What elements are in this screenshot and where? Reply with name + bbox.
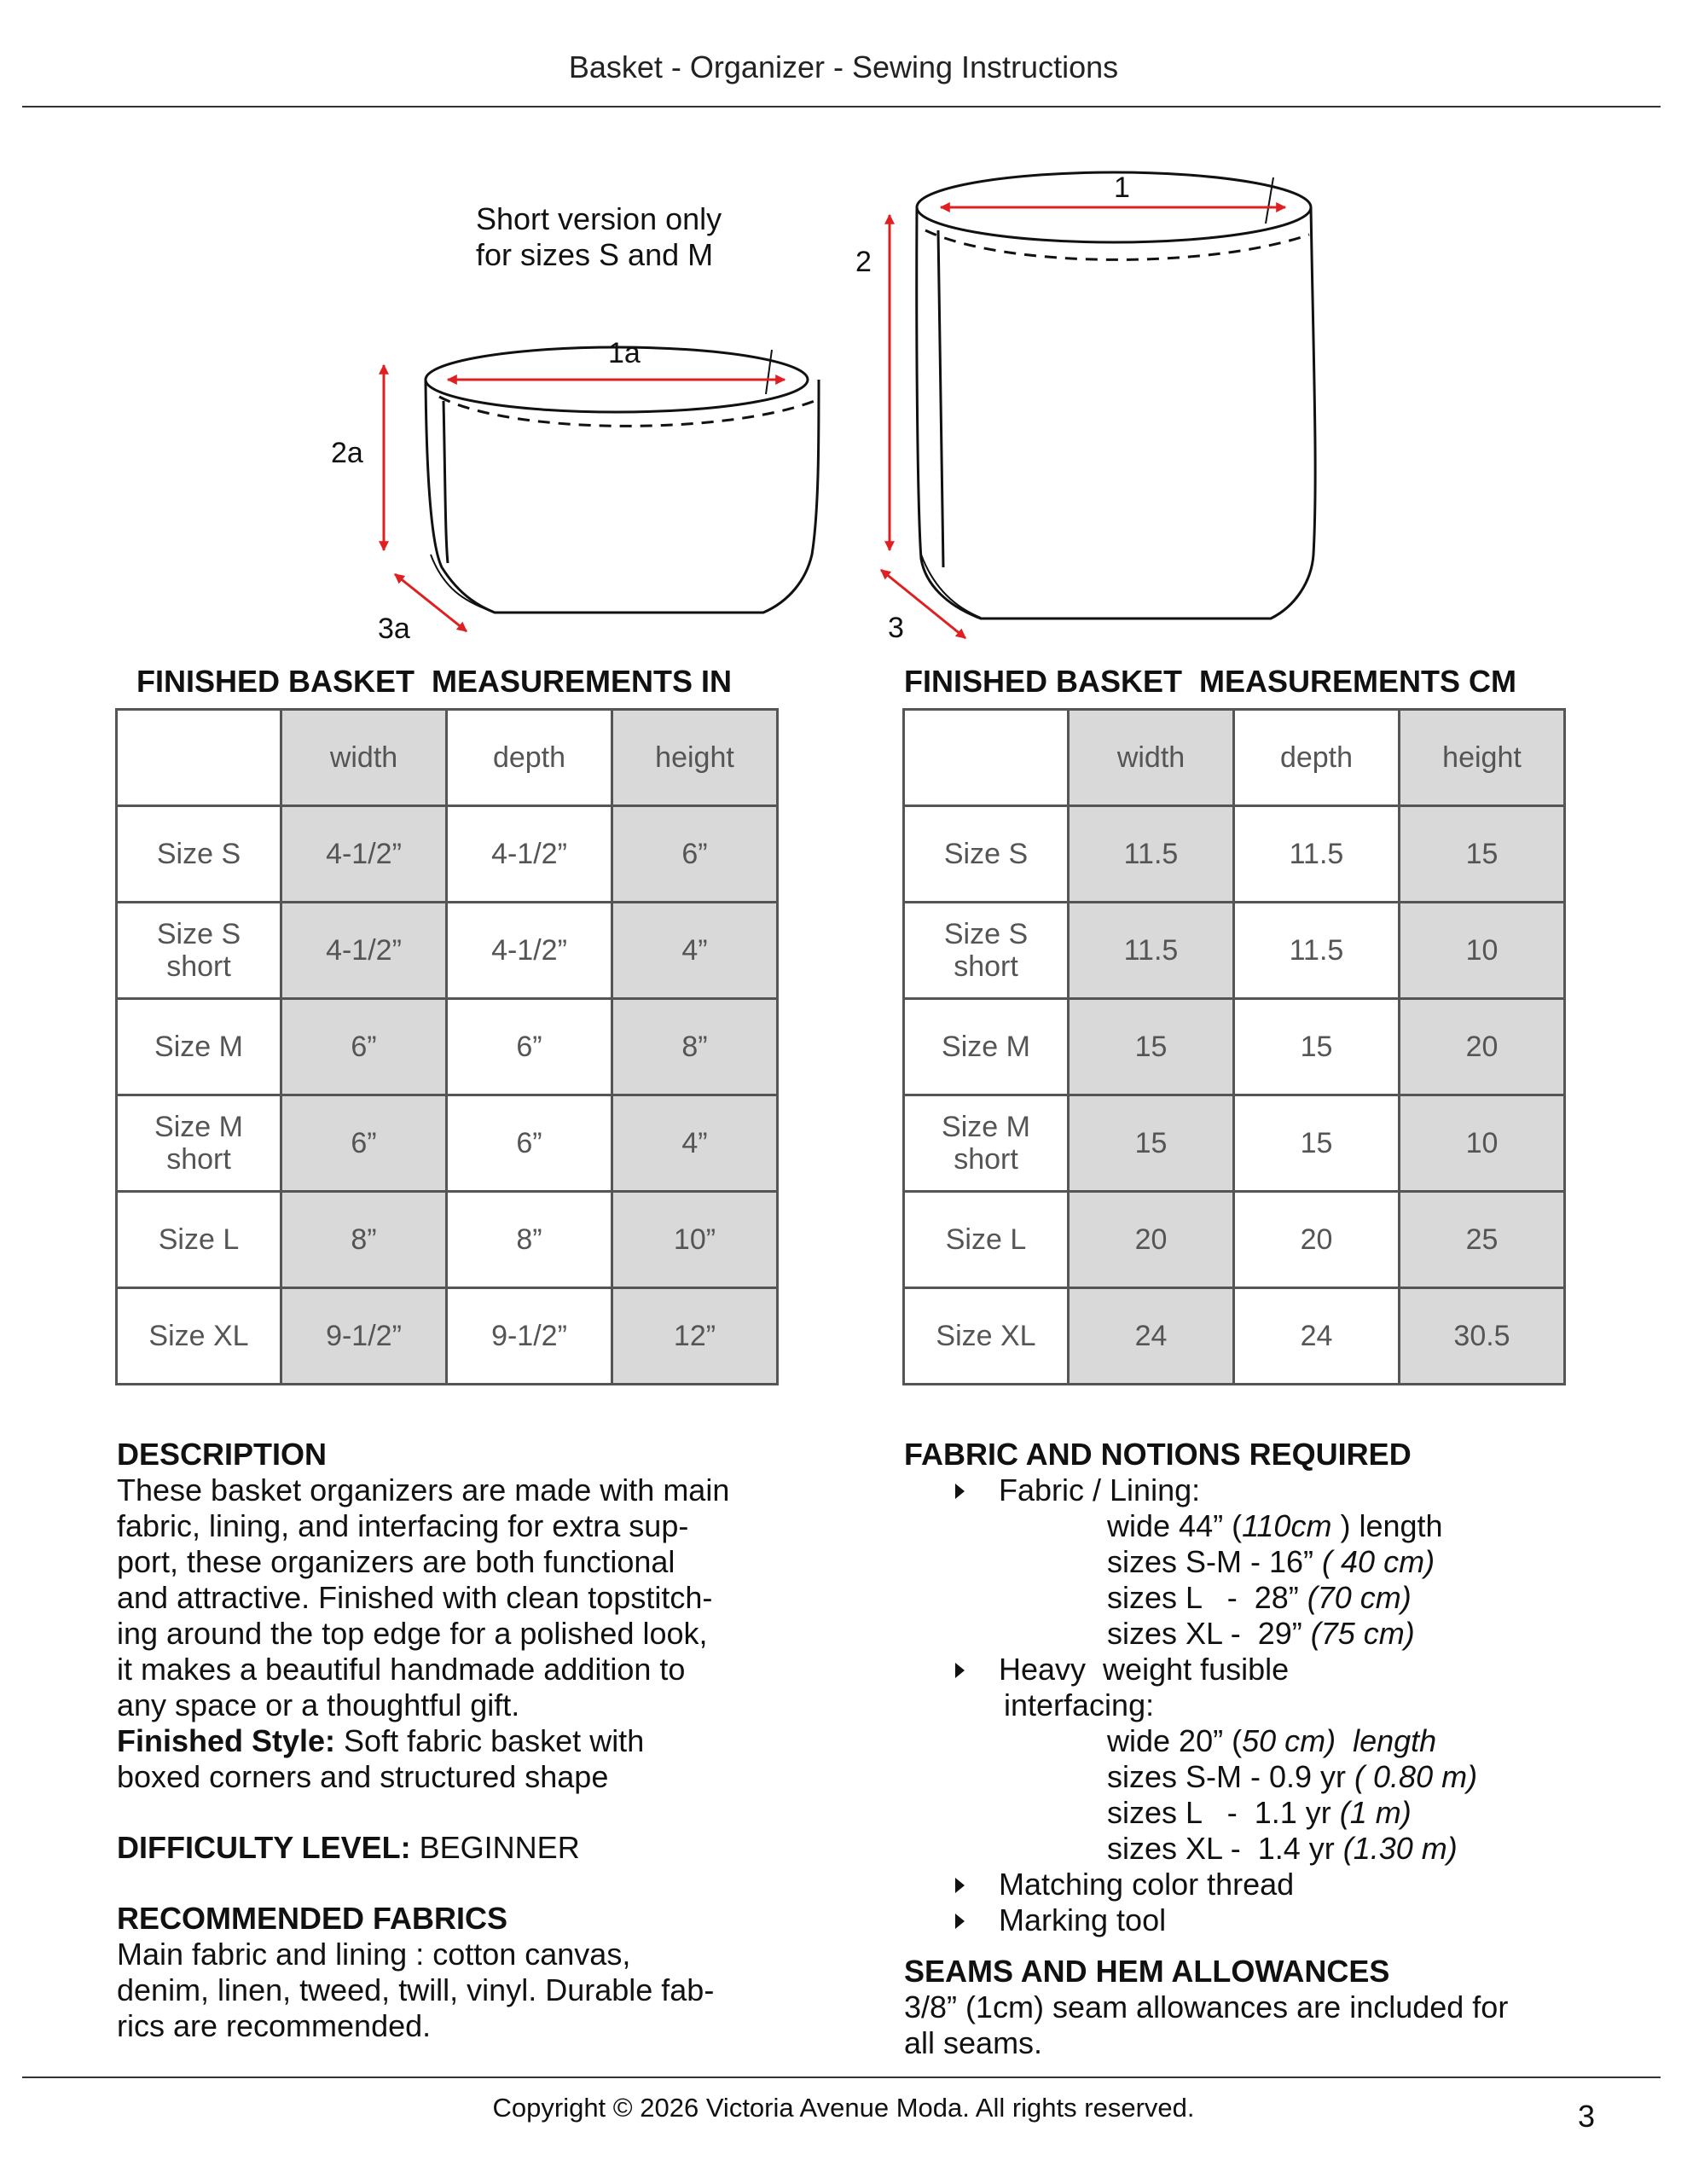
height-cell: 30.5	[1400, 1288, 1565, 1385]
size-cell: Size XL	[904, 1288, 1069, 1385]
list-item-detail: sizes XL - 1.4 yr (1.30 m)	[1107, 1831, 1458, 1866]
size-cell: Size M	[904, 999, 1069, 1095]
size-cell: Size L	[117, 1192, 281, 1288]
table-row	[904, 903, 1565, 999]
list-item-detail: sizes L - 28” (70 cm)	[1107, 1580, 1412, 1615]
height-cell: 10	[1400, 1095, 1565, 1192]
difficulty-label: DIFFICULTY LEVEL:	[117, 1830, 411, 1865]
width-cell: 6”	[281, 1095, 447, 1192]
header-cell-height: height	[612, 710, 778, 806]
triangle-bullet-icon	[955, 1914, 965, 1929]
table-row	[117, 1095, 778, 1192]
triangle-bullet-icon	[955, 1484, 965, 1499]
label-2a: 2a	[331, 437, 363, 469]
height-cell: 8”	[612, 999, 778, 1095]
height-cell: 12”	[612, 1288, 778, 1385]
description-heading: DESCRIPTION	[117, 1437, 328, 1472]
table-header-row	[904, 710, 1565, 806]
recommended-text: Main fabric and lining : cotton canvas, denim, linen, tweed, twill, vinyl. Durable fab- rics are recommended.	[117, 1937, 715, 2043]
depth-cell: 15	[1234, 1095, 1400, 1192]
height-cell: 4”	[612, 903, 778, 999]
width-cell: 9-1/2”	[281, 1288, 447, 1385]
width-cell: 4-1/2”	[281, 806, 447, 903]
size-cell: Size M short	[904, 1095, 1069, 1192]
depth-cell: 11.5	[1234, 903, 1400, 999]
table-row	[904, 1288, 1565, 1385]
tall-basket-drawing	[917, 172, 1315, 619]
triangle-bullet-icon	[955, 1663, 965, 1678]
description-text: These basket organizers are made with main fabric, lining, and interfacing for extra sup- port, these organizers are both functional and attractive. Finished with clean topstitch- ing around the top edge for a polished look, it makes a beautiful handmade addition to any space or a thoughtful gift. Finished Style: Soft fabric basket with boxed corners and structured shape	[117, 1472, 730, 1794]
depth-cell: 15	[1234, 999, 1400, 1095]
list-item: Marking tool	[904, 1902, 1655, 1938]
difficulty-level	[117, 1830, 580, 1866]
depth-cell: 6”	[447, 999, 612, 1095]
page-header-title: Basket - Organizer - Sewing Instructions	[568, 49, 1119, 84]
depth-cell: 6”	[447, 1095, 612, 1192]
table-row	[904, 1095, 1565, 1192]
table-in-title: FINISHED BASKET MEASUREMENTS IN	[136, 664, 733, 699]
triangle-bullet-icon	[955, 1878, 965, 1893]
header-cell-depth: depth	[447, 710, 612, 806]
depth-cell: 24	[1234, 1288, 1400, 1385]
list-item-detail: wide 20” (50 cm) length	[1107, 1723, 1437, 1758]
header-cell-width: width	[281, 710, 447, 806]
label-2: 2	[855, 246, 872, 278]
table-row	[904, 1192, 1565, 1288]
list-item-detail: sizes L - 1.1 yr (1 m)	[1107, 1795, 1412, 1830]
size-cell: Size S short	[117, 903, 281, 999]
recommended-heading: RECOMMENDED FABRICS	[117, 1901, 508, 1936]
table-row	[117, 903, 778, 999]
table-row	[117, 806, 778, 903]
width-cell: 4-1/2”	[281, 903, 447, 999]
depth-cell: 20	[1234, 1192, 1400, 1288]
fabric-heading: FABRIC AND NOTIONS REQUIRED	[904, 1437, 1412, 1472]
header-cell	[117, 710, 281, 806]
label-3: 3	[888, 612, 904, 644]
description-section	[117, 1437, 799, 1795]
difficulty-value: BEGINNER	[410, 1830, 580, 1865]
width-cell: 15	[1069, 999, 1234, 1095]
width-cell: 6”	[281, 999, 447, 1095]
basket-diagram	[0, 154, 1687, 648]
table-header-row	[117, 710, 778, 806]
depth-cell: 8”	[447, 1192, 612, 1288]
finished-style-label: Finished Style:	[117, 1723, 336, 1758]
table-row	[117, 1192, 778, 1288]
depth-cell: 11.5	[1234, 806, 1400, 903]
height-cell: 20	[1400, 999, 1565, 1095]
size-cell: Size S short	[904, 903, 1069, 999]
list-item: Fabric / Lining:	[904, 1472, 1655, 1508]
depth-cell: 4-1/2”	[447, 806, 612, 903]
measurements-table-in	[115, 708, 779, 1385]
width-cell: 15	[1069, 1095, 1234, 1192]
size-cell: Size M short	[117, 1095, 281, 1192]
label-1: 1	[1114, 171, 1130, 204]
header-cell-width: width	[1069, 710, 1234, 806]
list-item-detail: sizes XL - 29” (75 cm)	[1107, 1616, 1415, 1651]
label-3a: 3a	[378, 613, 410, 645]
recommended-fabrics-section	[117, 1901, 799, 2044]
list-item: Matching color thread	[904, 1867, 1655, 1902]
list-item-continuation: interfacing:	[1004, 1687, 1155, 1722]
table-row	[904, 999, 1565, 1095]
size-cell: Size S	[117, 806, 281, 903]
depth-cell: 9-1/2”	[447, 1288, 612, 1385]
width-cell: 20	[1069, 1192, 1234, 1288]
list-item: Heavy weight fusible	[904, 1652, 1655, 1687]
table-cm-title: FINISHED BASKET MEASUREMENTS CM	[904, 664, 1517, 699]
height-cell: 6”	[612, 806, 778, 903]
width-cell: 8”	[281, 1192, 447, 1288]
width-cell: 11.5	[1069, 806, 1234, 903]
size-cell: Size L	[904, 1192, 1069, 1288]
list-item-detail: sizes S-M - 0.9 yr ( 0.80 m)	[1107, 1759, 1478, 1794]
size-cell: Size S	[904, 806, 1069, 903]
short-basket-drawing	[426, 347, 819, 613]
seams-heading: SEAMS AND HEM ALLOWANCES	[904, 1954, 1390, 1989]
header-cell	[904, 710, 1069, 806]
height-cell: 10”	[612, 1192, 778, 1288]
page-number: 3	[1578, 2099, 1596, 2134]
table-row	[117, 1288, 778, 1385]
depth-cell: 4-1/2”	[447, 903, 612, 999]
width-cell: 24	[1069, 1288, 1234, 1385]
fabric-notions-section	[904, 1437, 1655, 1938]
list-item-detail: wide 44” (110cm ) length	[1107, 1508, 1443, 1543]
list-item-detail: sizes S-M - 16” ( 40 cm)	[1107, 1544, 1435, 1579]
measurements-table-cm	[902, 708, 1566, 1385]
table-row	[904, 806, 1565, 903]
short-version-note: Short version only for sizes S and M	[476, 201, 722, 272]
copyright-notice: Copyright © 2026 Victoria Avenue Moda. All rights reserved.	[492, 2093, 1195, 2123]
size-cell: Size M	[117, 999, 281, 1095]
seams-text: 3/8” (1cm) seam allowances are included for all seams.	[904, 1989, 1509, 2060]
height-cell: 4”	[612, 1095, 778, 1192]
header-cell-depth: depth	[1234, 710, 1400, 806]
header-divider	[22, 106, 1661, 107]
table-row	[117, 999, 778, 1095]
height-cell: 15	[1400, 806, 1565, 903]
height-cell: 25	[1400, 1192, 1565, 1288]
label-1a: 1a	[608, 337, 641, 369]
header-cell-height: height	[1400, 710, 1565, 806]
size-cell: Size XL	[117, 1288, 281, 1385]
height-cell: 10	[1400, 903, 1565, 999]
width-cell: 11.5	[1069, 903, 1234, 999]
footer-divider	[22, 2077, 1661, 2078]
seams-section	[904, 1954, 1655, 2061]
